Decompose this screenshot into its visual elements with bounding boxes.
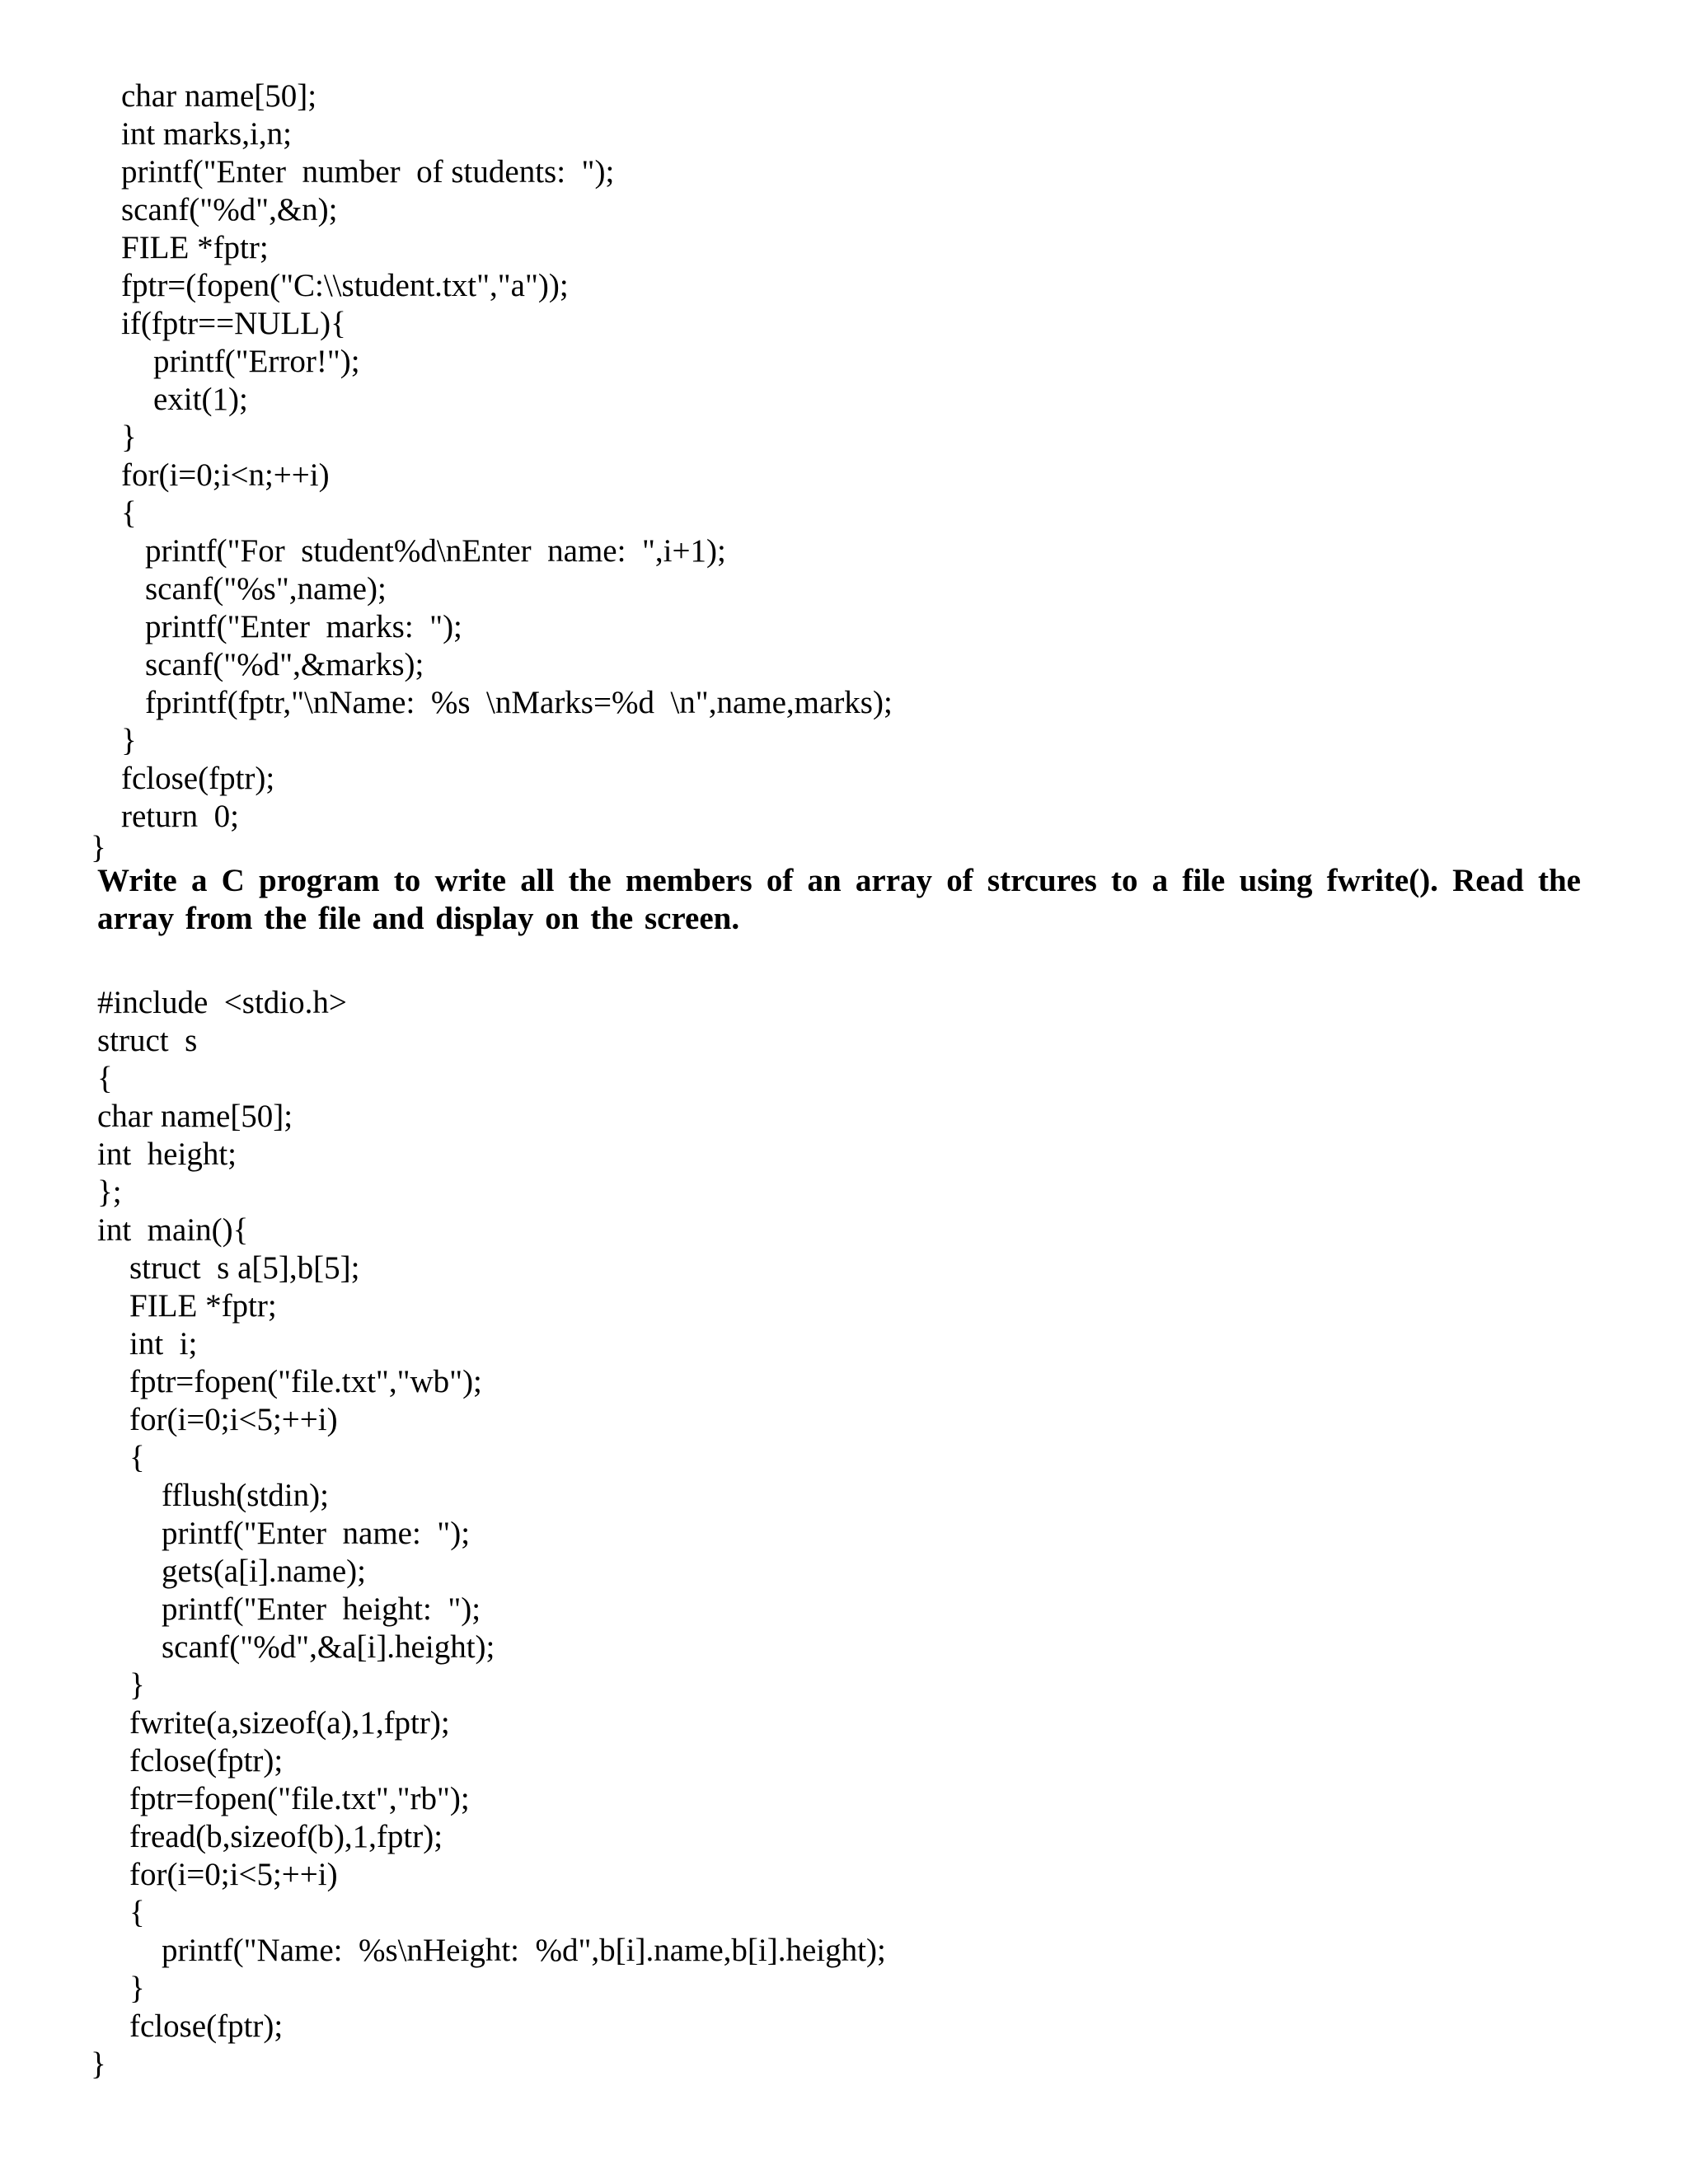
- code-line: fclose(fptr);: [129, 1743, 284, 1779]
- code-line: }: [91, 2046, 106, 2082]
- code-line: };: [97, 1174, 122, 1210]
- code-line: if(fptr==NULL){: [121, 306, 346, 341]
- code-line: exit(1);: [153, 382, 248, 417]
- code-line: }: [91, 830, 106, 865]
- code-line: FILE *fptr;: [121, 230, 269, 265]
- code-line: scanf("%d",&n);: [121, 192, 338, 227]
- code-line: fflush(stdin);: [162, 1478, 329, 1513]
- code-line: printf("Enter height: ");: [162, 1591, 481, 1627]
- code-line: }: [121, 419, 137, 455]
- code-line: {: [129, 1895, 145, 1930]
- code-line: gets(a[i].name);: [162, 1554, 366, 1589]
- code-line: printf("Enter name: ");: [162, 1516, 471, 1551]
- code-line: fwrite(a,sizeof(a),1,fptr);: [129, 1705, 450, 1741]
- code-line: printf("Enter marks: ");: [145, 609, 462, 644]
- code-line: }: [129, 1971, 145, 2006]
- code-line: }: [129, 1667, 145, 1703]
- code-line: int height;: [97, 1137, 237, 1172]
- code-line: {: [97, 1061, 113, 1096]
- code-line: return 0;: [121, 799, 239, 834]
- code-line: for(i=0;i<5;++i): [129, 1857, 338, 1892]
- code-line: int i;: [129, 1326, 198, 1361]
- code-line: struct s a[5],b[5];: [129, 1250, 360, 1286]
- code-line: int main(){: [97, 1212, 249, 1248]
- code-line: printf("For student%d\nEnter name: ",i+1);: [145, 533, 726, 569]
- code-line: fptr=fopen("file.txt","wb");: [129, 1364, 482, 1399]
- code-line: scanf("%d",&marks);: [145, 647, 424, 682]
- code-line: scanf("%d",&a[i].height);: [162, 1629, 495, 1665]
- code-line: {: [129, 1440, 145, 1475]
- code-line: fptr=fopen("file.txt","rb");: [129, 1781, 470, 1816]
- code-line: }: [121, 723, 137, 758]
- code-line: FILE *fptr;: [129, 1288, 277, 1324]
- code-line: fptr=(fopen("C:\\student.txt","a"));: [121, 268, 569, 303]
- code-line: fprintf(fptr,"\nName: %s \nMarks=%d \n",name,marks);: [145, 685, 893, 720]
- code-line: scanf("%s",name);: [145, 571, 387, 607]
- code-line: {: [121, 495, 137, 531]
- code-line: fclose(fptr);: [121, 761, 275, 796]
- code-line: fclose(fptr);: [129, 2008, 284, 2044]
- code-line: printf("Name: %s\nHeight: %d",b[i].name,b[i].height);: [162, 1933, 886, 1968]
- code-line: char name[50];: [97, 1099, 293, 1134]
- code-line: printf("Error!");: [153, 344, 360, 379]
- code-line: #include <stdio.h>: [97, 985, 347, 1020]
- code-line: struct s: [97, 1023, 198, 1058]
- code-line: char name[50];: [121, 78, 317, 114]
- code-line: for(i=0;i<n;++i): [121, 457, 330, 493]
- code-line: for(i=0;i<5;++i): [129, 1402, 338, 1437]
- code-line: printf("Enter number of students: ");: [121, 154, 615, 190]
- question-heading: Write a C program to write all the members of an array of strcures to a file using fwrite(). Read the array from the file and display on the screen.: [97, 863, 1581, 936]
- code-line: int marks,i,n;: [121, 116, 292, 152]
- code-line: fread(b,sizeof(b),1,fptr);: [129, 1819, 443, 1854]
